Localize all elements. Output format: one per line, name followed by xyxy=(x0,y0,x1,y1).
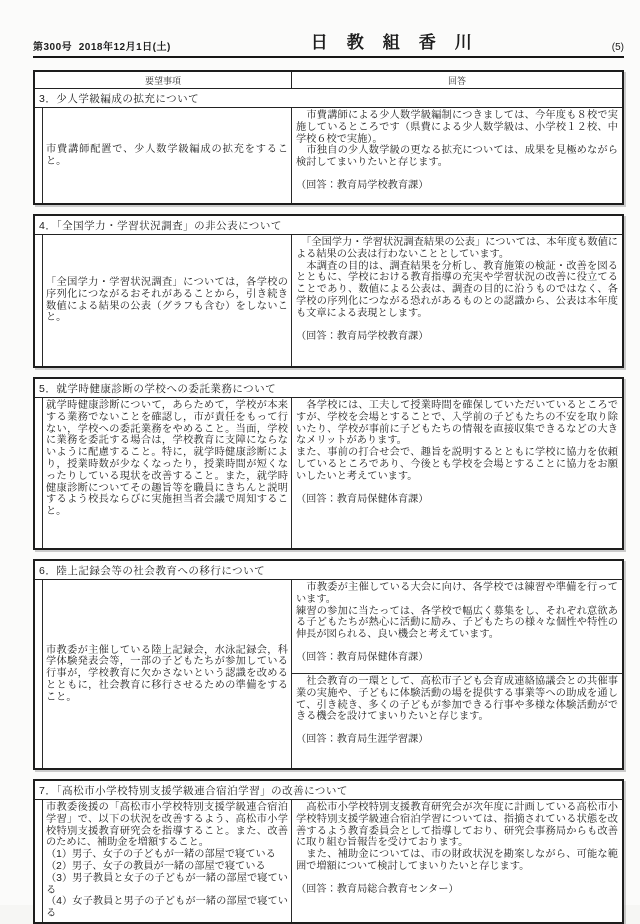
section-3-box xyxy=(33,70,624,205)
column-header-request: 要望事項 xyxy=(35,72,292,88)
section-5-request-cell xyxy=(42,398,292,548)
section-5-body xyxy=(35,398,622,548)
answer-box xyxy=(292,398,622,548)
masthead xyxy=(33,28,624,56)
page-number: (5) xyxy=(611,42,624,53)
gutter xyxy=(35,580,42,768)
section-4-request-cell xyxy=(42,235,292,366)
answer-attribution: （回答：教育局生涯学習課） xyxy=(296,734,429,746)
section-7-answer-cell xyxy=(292,800,622,922)
request-list-item: （3）男子教員と女子の子どもが一緒の部屋で寝ている xyxy=(46,872,288,896)
answer-paragraph: 高松市小学校特別支援教育研究会が次年度に計画している高松市小学校特別支援学級連合宿泊学習については、指摘されている状態を改善するよう教育委員会として指導しており、研究会事務局からも改善に取り組む旨報告を受けております。 xyxy=(296,802,618,849)
answer-attribution: （回答：教育局学校教育課） xyxy=(296,330,429,342)
section-7-request-cell xyxy=(42,800,292,922)
publication-title: 日教組香川 xyxy=(310,33,491,52)
request-text: 市教委が主催している陸上記録会，水泳記録会，科学体験発表会等，一部の子どもたちが参加している行事が，学校教育に欠かさないという認識を改めるとともに，社会教育に移行させるための準備をすること。 xyxy=(46,644,288,703)
section-6-box xyxy=(33,559,624,770)
section-5-answer-cell xyxy=(292,398,622,548)
answer-paragraph: 社会教育の一環として、高松市子ども会育成連絡協議会との共催事業の実施や、子どもに体験活動の場を提供する事業等への助成を通して、引き続き、多くの子どもが参加できる行事や多様な体験活動ができる機会を設けてまいりたいと存じます。 xyxy=(296,676,618,723)
answer-attribution: （回答：教育局総合教育センター） xyxy=(296,883,459,895)
section-3-body xyxy=(35,108,622,203)
answer-attribution: （回答：教育局保健体育課） xyxy=(296,651,429,663)
section-6-request-cell xyxy=(42,580,292,768)
section-5-title: 5．就学時健康診断の学校への委託業務について xyxy=(35,379,622,398)
answer-paragraph: 「全国学力・学習状況調査結果の公表」については、本年度も数値による結果の公表は行わないこととしています。 xyxy=(296,237,618,260)
answer-paragraph: 市費講師による少人数学級編制につきましては、今年度も８校で実施しているところです（県費による少人数学級は、小学校１２校、中学校６校で実施）。 xyxy=(296,110,618,145)
section-7-body xyxy=(35,800,622,922)
request-list-item: （2）男子、女子の教員が一緒の部屋で寝ている xyxy=(46,860,266,872)
answer-box-2 xyxy=(292,673,622,768)
answer-attribution: （回答：教育局学校教育課） xyxy=(296,179,429,191)
answer-box xyxy=(292,235,622,366)
request-text: 市教委後援の「高松市小学校特別支援学級連合宿泊学習」で、以下の状況を改善するよう、高松市小学校特別支援教育研究会を指導すること。また、改善のために、補助金を増額すること。 xyxy=(46,802,288,849)
gutter xyxy=(35,108,42,203)
masthead-rule xyxy=(33,56,624,58)
issue-number-date: 第300号 2018年12月1日(土) xyxy=(33,42,171,53)
answer-box xyxy=(292,800,622,922)
answer-paragraph: また、事前の打合せ会で、趣旨を説明するとともに学校に協力を依頼しているところであり、今後とも学校を会場とすることに協力をお願いしたいと考えています。 xyxy=(296,447,618,482)
gutter xyxy=(35,235,42,366)
section-6-title: 6．陸上記録会等の社会教育への移行について xyxy=(35,561,622,580)
request-list-item: （1）男子、女子の子どもが一緒の部屋で寝ている xyxy=(46,849,276,861)
table-header-row xyxy=(35,72,622,89)
section-3-answer-cell xyxy=(292,108,622,203)
answer-attribution: （回答：教育局保健体育課） xyxy=(296,493,429,505)
section-4-body xyxy=(35,235,622,366)
section-5-box xyxy=(33,377,624,550)
request-text: 市費講師配置で、少人数学級編成の拡充をすること。 xyxy=(46,143,288,167)
request-list-item: （4）女子教員と男子の子どもが一緒の部屋で寝ている xyxy=(46,896,288,920)
section-6-body xyxy=(35,580,622,768)
section-7-box xyxy=(33,779,624,924)
section-4-box xyxy=(33,214,624,368)
answer-box-1 xyxy=(292,580,622,673)
section-6-answer-cell xyxy=(292,580,622,768)
answer-paragraph: また、補助金については、市の財政状況を勘案しながら、可能な範囲で増額について検討してまいりたいと存じます。 xyxy=(296,849,618,872)
section-3-title: 3．少人学級編成の拡充について xyxy=(35,89,622,108)
answer-box xyxy=(292,108,622,203)
column-header-answer: 回答 xyxy=(447,76,466,86)
request-text: 「全国学力・学習状況調査」については，各学校の序列化につながるおそれがあることから，引き続き数値による結果の公表（グラフも含む）をしないこと。 xyxy=(46,276,288,324)
answer-paragraph: 各学校には、工夫して授業時間を確保していただいているところですが、学校を会場とすることで、入学前の子どもたちの不安を取り除いたり、学校が事前に子どもたちの情報を直接収集できるなどの大きなメリットがあります。 xyxy=(296,400,618,447)
gutter xyxy=(35,398,42,548)
section-7-title: 7．「高松市小学校特別支援学級連合宿泊学習」の改善について xyxy=(35,781,622,800)
answer-paragraph: 市独自の少人数学級の更なる拡充については、成果を見極めながら検討してまいりたいと存じます。 xyxy=(296,145,618,169)
request-text: 就学時健康診断について，あらためて，学校が本来する業務でないことを確認し，市が責任をもって行ない，学校への委託業務をやめること。当面，学校に業務を委託する場合は，学校教育に支障にならないように配慮すること。特に，就学時健康診断により，授業時数が少なくなったり，授業時間が短くなったりしている現状を改善すること。また，就学時健康診断についてその趣旨等を職員にきちんと説明するよう校長ならびに実施担当者会議で周知すること。 xyxy=(46,400,288,518)
answer-paragraph: 本調査の目的は、調査結果を分析し、教育施策の検証・改善を図るとともに、学校における教育指導の充実や学習状況の改善に役立てることであり、数値による公表は、調査の目的に沿うものではなく、各学校の序列化につながる恐れがあるものとの認識から、公表は本年度も文章による表現とします。 xyxy=(296,260,618,319)
section-3-request-cell xyxy=(42,108,292,203)
answer-paragraph: 練習の参加に当たっては、各学校で幅広く募集をし、それぞれ意欲ある子どもたちが熱心に活動に励み、子どもたちの様々な個性や特性の伸長が図られる、良い機会と考えています。 xyxy=(296,605,618,641)
section-4-answer-cell xyxy=(292,235,622,366)
gutter xyxy=(35,800,42,922)
section-4-title: 4．「全国学力・学習状況調査」の非公表について xyxy=(35,216,622,235)
answer-paragraph: 市教委が主催している大会に向け、各学校では練習や準備を行っています。 xyxy=(296,582,618,605)
